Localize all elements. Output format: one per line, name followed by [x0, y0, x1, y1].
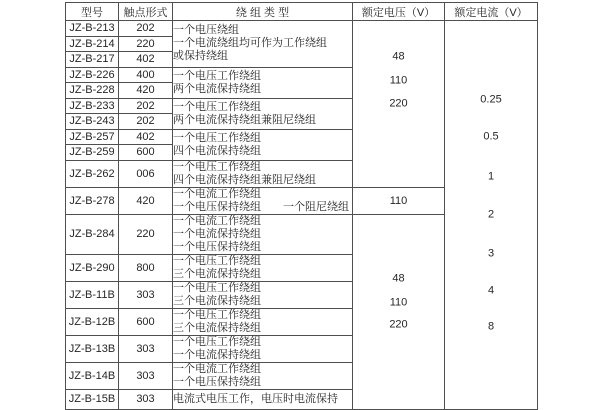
model-cell: JZ-B-14B — [66, 362, 119, 389]
winding-cell-group12 — [173, 362, 353, 389]
contact-cell: 420 — [119, 187, 173, 214]
winding-cell-group11 — [173, 335, 353, 362]
model-cell: JZ-B-257 — [66, 129, 119, 145]
contact-cell: 303 — [119, 362, 173, 389]
winding-line: 一个电压工作绕组 — [173, 69, 261, 82]
voltage-value: 220 — [389, 318, 408, 331]
contact-cell: 800 — [119, 254, 173, 281]
winding-line: 三个电流保持绕组 — [173, 321, 261, 334]
model-cell: JZ-B-243 — [66, 114, 119, 130]
winding-line: 三个电流保持绕组 — [173, 267, 261, 280]
winding-line — [173, 201, 352, 214]
winding-line: 一个电压保持绕组 — [173, 240, 261, 253]
model-cell: JZ-B-290 — [66, 254, 119, 281]
current-value: 1 — [487, 170, 495, 183]
winding-line: 一个电流保持绕组 — [173, 348, 261, 361]
contact-cell: 420 — [119, 83, 173, 99]
winding-cell-group13 — [173, 389, 353, 409]
winding-line: 一个电流保持绕组 — [173, 227, 261, 240]
winding-line: 或保持绕组 — [173, 50, 228, 63]
model-cell: JZ-B-12B — [66, 308, 119, 335]
contact-cell: 303 — [119, 389, 173, 409]
model-cell: JZ-B-217 — [66, 52, 119, 68]
winding-line: 四个电流保持绕组兼阻尼绕组 — [173, 173, 316, 186]
winding-cell-group2 — [173, 67, 353, 98]
contact-cell: 400 — [119, 67, 173, 83]
contact-cell: 006 — [119, 160, 173, 187]
current-value: 3 — [487, 247, 495, 259]
spec-table-container — [65, 2, 538, 410]
contact-cell: 303 — [119, 281, 173, 308]
voltage-value: 48 — [392, 272, 405, 285]
winding-line: 一个电流工作绕组 — [173, 362, 261, 375]
model-cell: JZ-B-11B — [66, 281, 119, 308]
winding-line: 一个电压绕组 — [173, 24, 239, 37]
winding-cell-group3 — [173, 98, 353, 129]
winding-line: 一个电压工作绕组 — [173, 308, 261, 321]
winding-line: 一个电压工作绕组 — [173, 335, 261, 348]
contact-cell: 402 — [119, 52, 173, 68]
voltage-cell-block3 — [353, 214, 445, 409]
voltage-value: 220 — [389, 97, 408, 110]
winding-cell-group6 — [173, 187, 353, 214]
column-header-winding: 绕 组 类 型 — [173, 3, 353, 21]
column-header-model: 型号 — [66, 3, 119, 21]
model-cell: JZ-B-15B — [66, 389, 119, 409]
relay-spec-table — [65, 2, 538, 410]
winding-line: 一个电压工作绕组 — [173, 160, 261, 173]
winding-line: 两个电流保持绕组 — [173, 82, 261, 95]
column-header-contact: 触点形式 — [119, 3, 173, 21]
model-cell: JZ-B-233 — [66, 98, 119, 114]
model-cell: JZ-B-284 — [66, 214, 119, 254]
current-cell — [445, 21, 538, 410]
contact-cell: 220 — [119, 214, 173, 254]
winding-phrase: 一个阻尼绕组 — [283, 200, 349, 213]
contact-cell: 202 — [119, 21, 173, 37]
winding-cell-group9 — [173, 281, 353, 308]
table-header-row — [66, 3, 538, 21]
model-cell: JZ-B-226 — [66, 67, 119, 83]
winding-line: 一个电流工作绕组 — [173, 187, 261, 200]
current-value: 0.25 — [480, 93, 502, 106]
winding-line: 一个电压工作绕组 — [173, 281, 261, 294]
winding-line: 一个电流工作绕组 — [173, 214, 261, 227]
winding-line: 一个电压保持绕组 — [173, 375, 261, 388]
voltage-value: 110 — [389, 296, 408, 309]
winding-phrase: 一个电压保持绕组 — [173, 200, 261, 213]
model-cell: JZ-B-228 — [66, 83, 119, 99]
column-header-current: 额定电流（V） — [445, 3, 538, 21]
contact-cell: 202 — [119, 98, 173, 114]
model-cell: JZ-B-213 — [66, 21, 119, 37]
contact-cell: 202 — [119, 114, 173, 130]
winding-line: 一个电压工作绕组 — [173, 254, 261, 267]
winding-cell-group8 — [173, 254, 353, 281]
contact-cell: 303 — [119, 335, 173, 362]
winding-cell-group5 — [173, 160, 353, 187]
model-cell: JZ-B-278 — [66, 187, 119, 214]
winding-cell-group7 — [173, 214, 353, 254]
voltage-value: 110 — [389, 74, 408, 87]
winding-line: 一个电流绕组均可作为工作绕组 — [173, 37, 327, 50]
winding-line: 一个电压工作绕组 — [173, 100, 261, 113]
current-value: 4 — [487, 284, 495, 297]
current-value: 8 — [487, 320, 495, 333]
winding-line: 一个电压工作绕组 — [173, 131, 261, 144]
voltage-cell-block2: 110 — [353, 187, 445, 214]
winding-line: 四个电流保持绕组 — [173, 144, 261, 157]
current-value: 0.5 — [483, 130, 499, 143]
winding-line: 两个电流保持绕组兼阻尼绕组 — [173, 113, 316, 126]
table-row — [66, 21, 538, 37]
winding-line: 三个电流保持绕组 — [173, 294, 261, 307]
winding-cell-group1 — [173, 21, 353, 68]
voltage-cell-block1 — [353, 21, 445, 188]
voltage-value: 48 — [392, 50, 405, 63]
column-header-voltage: 额定电压（V） — [353, 3, 445, 21]
contact-cell: 220 — [119, 36, 173, 52]
model-cell: JZ-B-214 — [66, 36, 119, 52]
winding-cell-group10 — [173, 308, 353, 335]
contact-cell: 600 — [119, 145, 173, 161]
winding-line: 电流式电压工作，电压时电流保持 — [173, 392, 338, 405]
model-cell: JZ-B-13B — [66, 335, 119, 362]
contact-cell: 402 — [119, 129, 173, 145]
model-cell: JZ-B-262 — [66, 160, 119, 187]
winding-cell-group4 — [173, 129, 353, 160]
model-cell: JZ-B-259 — [66, 145, 119, 161]
contact-cell: 600 — [119, 308, 173, 335]
current-value: 2 — [487, 208, 495, 221]
